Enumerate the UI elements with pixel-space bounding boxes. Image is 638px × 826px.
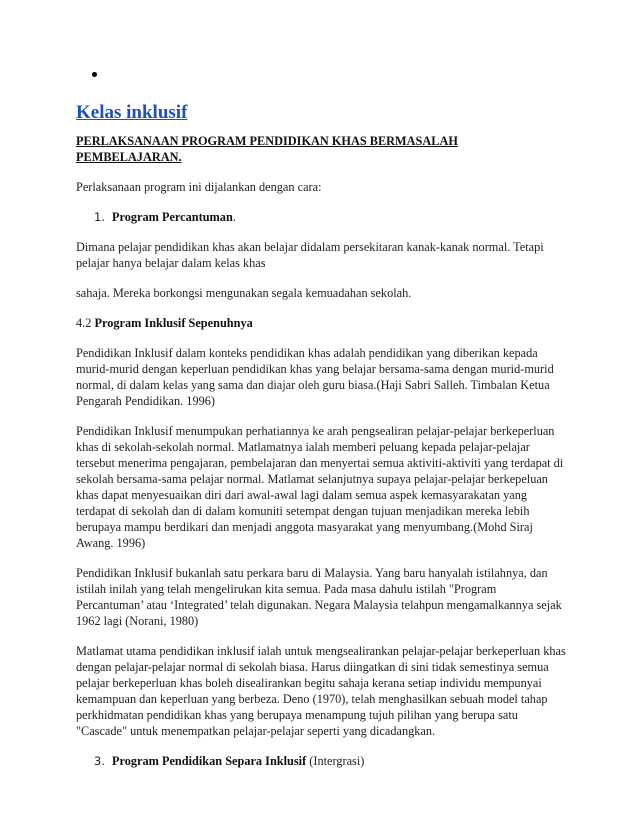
paragraph-2: sahaja. Mereka borkongsi mengunakan segala kemuadahan sekolah.: [76, 286, 412, 300]
intro-paragraph: Perlaksanaan program ini dijalankan dengan cara:: [76, 180, 322, 194]
item-suffix: (Intergrasi): [309, 754, 365, 768]
item-number: 3.: [94, 754, 105, 768]
subsection-heading-4-2: [76, 315, 566, 331]
paragraph-1: Dimana pelajar pendidikan khas akan belajar didalam persekitaran kanak-kanak normal. Tetapi pelajar hanya belajar dalam kelas khas: [76, 240, 544, 270]
subsection-label: Program Inklusif Sepenuhnya: [94, 316, 253, 330]
numbered-item-3: [76, 753, 566, 769]
item-label: Program Percantuman: [112, 210, 233, 224]
paragraph-3: Pendidikan Inklusif dalam konteks pendidikan khas adalah pendidikan yang diberikan kepada murid-murid dengan keperluan pendidikan khas yang belajar bersama-sama dengan murid-murid normal, di dalam kelas yang sama dan diajar oleh guru biasa.(Haji Sabri Salleh. Timbalan Ketua Pengarah Pendidikan. 1996): [76, 346, 554, 408]
item-label: Program Pendidikan Separa Inklusif: [112, 754, 307, 768]
paragraph-5: Pendidikan Inklusif bukanlah satu perkara baru di Malaysia. Yang baru hanyalah istilahnya, dan istilah inilah yang telah mengelirukan kita semua. Pada masa dahulu istilah "Program Percantuman’ atau ‘Integrated’ telah digunakan. Negara Malaysia telahpun mengamalkannya sejak 1962 lagi (Norani, 1980): [76, 566, 562, 628]
bullet-list: [76, 66, 566, 88]
subsection-number: 4.2: [76, 316, 92, 330]
paragraph-4: Pendidikan Inklusif menumpukan perhatiannya ke arah pengsealiran pelajar-pelajar berkeperluan khas di sekolah-sekolah normal. Matlamatnya ialah memberi peluang kepada pelajar-pelajar tersebut menerima pengajaran, pembelajaran dan menyertai semua aktiviti-aktiviti yang terdapat di sekolah bersama-sama pelajar normal. Matlamat selanjutnya supaya pelajar-pelajar berkepeluan khas dapat menyesuaikan diri dari awal-awal lagi dalam semua aspek kemasyarakatan yang terdapat di sekolah dan di dalam komuniti setempat dengan tujuan menjadikan mereka lebih berupaya mampu berdikari dan menjadi anggota masyarakat yang menyumbang.(Mohd Siraj Awang. 1996): [76, 424, 564, 550]
bullet-dot-icon: [92, 72, 97, 77]
paragraph-6: Matlamat utama pendidikan inklusif ialah untuk mengsealirankan pelajar-pelajar berkeperluan khas dengan pelajar-pelajar normal di sekolah biasa. Harus diingatkan di sini tidak semestinya semua pelajar berkeperluan khas boleh disealirankan begitu sahaja kerana setiap individu mempunyai kemampuan dan keperluan yang berbeza. Deno (1970), telah menghasilkan sebuah model tahap perkhidmatan pendidikan khas yang berupaya menampung tujuh pilihan yang berupa satu "Cascade" untuk menempatkan pelajar-pelajar seperti yang dicadangkan.: [76, 644, 566, 738]
title-link[interactable]: Kelas inklusif: [76, 102, 188, 123]
section-heading: [76, 133, 566, 165]
numbered-item-1: [76, 209, 566, 225]
item-number: 1.: [94, 210, 105, 224]
heading-line-1: PERLAKSANAAN PROGRAM PENDIDIKAN KHAS BERMASALAH: [76, 134, 458, 148]
document-page: [76, 66, 566, 783]
heading-line-2: PEMBELAJARAN.: [76, 150, 182, 164]
document-title[interactable]: [76, 101, 566, 125]
item-suffix: .: [232, 210, 236, 224]
